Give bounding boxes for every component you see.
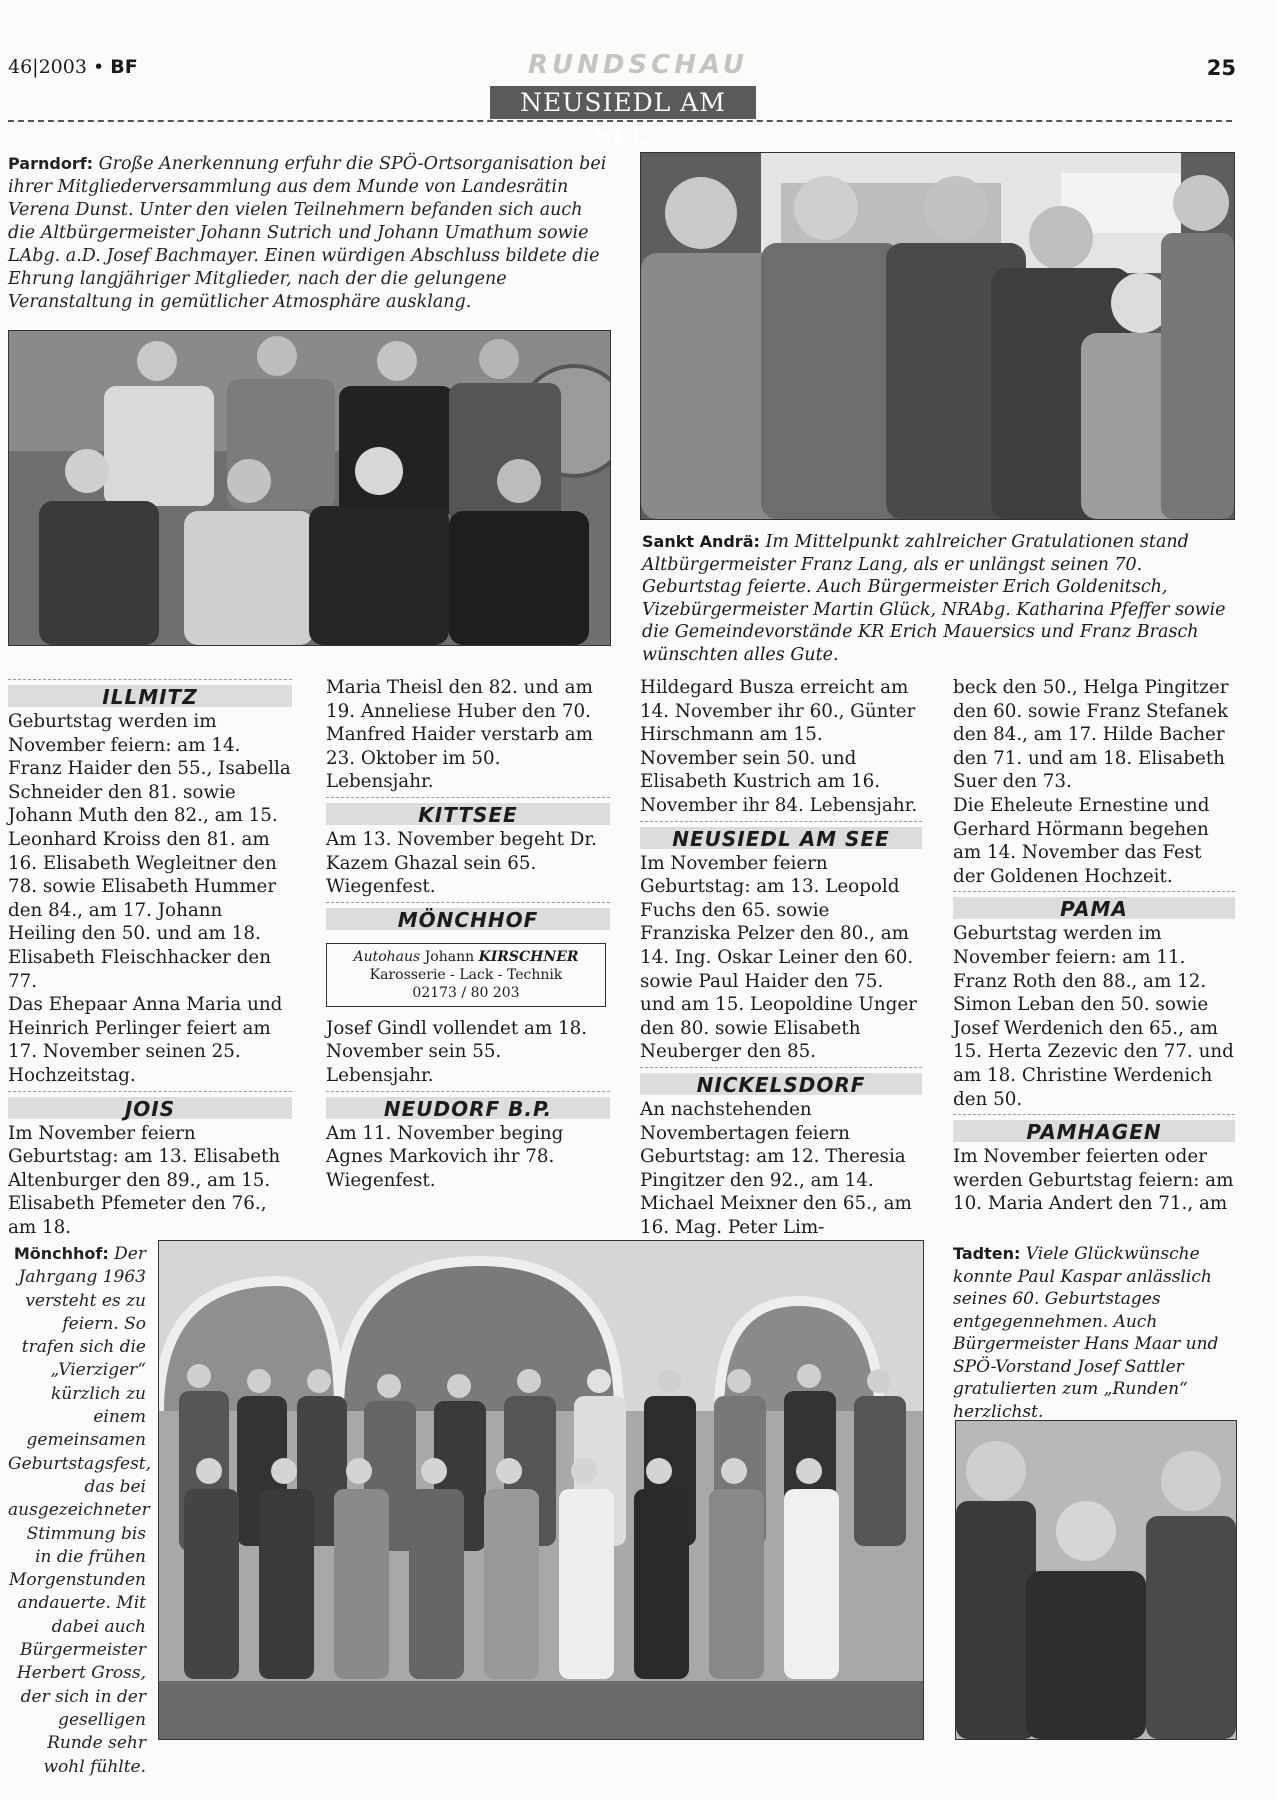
neusiedl-heading: NEUSIEDL AM SEE: [640, 818, 922, 852]
section-title: RUNDSCHAU: [527, 50, 749, 80]
header-divider: [8, 120, 1232, 122]
illmitz-heading: ILLMITZ: [8, 676, 292, 710]
autohaus-advertisement: [326, 943, 606, 1007]
moenchhof-group-photo: [158, 1240, 924, 1740]
goldene-hochzeit-text: Die Eheleute Ernestine und Gerhard Hörmann begehen am 14. November das Fest der Goldenen Hochzeit.: [953, 794, 1210, 887]
moenchhof-text: Josef Gindl vollendet am 18. November sein 55. Lebensjahr.: [326, 1017, 588, 1086]
column-4: [953, 676, 1235, 1216]
sankt-andrae-place: Sankt Andrä:: [642, 532, 760, 551]
moenchhof-caption-text: Der Jahrgang 1963 versteht es zu feiern. So trafen sich die „Vierziger“ kürzlich zu einem gemeinsamen Geburtstagsfest, das bei ausgezeichneter Stimmung bis in die frühen Morgenstunden andauerte. Mit dabei auch Bürgermeister Herbert Gross, der sich in der geselligen Runde sehr wohl fühlte.: [8, 1244, 152, 1777]
ad-phone: 02173 / 80 203: [412, 984, 520, 1001]
issue-bullet: •: [92, 56, 105, 78]
tadten-photo: [955, 1420, 1237, 1740]
neudorf-heading: NEUDORF B.P.: [326, 1088, 610, 1122]
publication-name: BF: [110, 56, 138, 78]
tadten-text: Viele Glückwünsche konnte Paul Kaspar anlässlich seines 60. Geburtstages entgegennehmen. Auch Bürgermeister Hans Maar und SPÖ-Vorstand Josef Sattler gratulierten zum „Runden“ herzlichst.: [953, 1244, 1219, 1422]
ad-services: Karosserie - Lack - Technik: [369, 966, 563, 983]
illmitz-text-2: Das Ehepaar Anna Maria und Heinrich Perlinger feiert am 17. November seinen 25. Hochzeitstag.: [8, 994, 283, 1086]
pamhagen-heading: PAMHAGEN: [953, 1111, 1235, 1145]
tadten-caption: [953, 1243, 1235, 1423]
nickelsdorf-text: An nachstehenden Novembertagen feiern Geburtstag: am 12. Theresia Pingitzer den 92., am 14. Michael Meixner den 65., am 16. Mag. Peter Lim-: [640, 1098, 912, 1238]
ad-autohaus: Autohaus: [353, 948, 421, 965]
parndorf-article: [8, 152, 608, 314]
neudorf-continued-text: Hildegard Busza erreicht am 14. November ihr 60., Günter Hirschmann am 15. November sein 50. und Elisabeth Kustrich am 16. November ihr 84. Lebensjahr.: [640, 677, 918, 816]
jois-continued-text: Maria Theisl den 82. und am 19. Anneliese Huber den 70. Manfred Haider verstarb am 23. Oktober im 50. Lebensjahr.: [326, 677, 593, 793]
parndorf-text: Große Anerkennung erfuhr die SPÖ-Ortsorganisation bei ihrer Mitgliederversammlung aus dem Munde von Landesrätin Verena Dunst. Unter den vielen Teilnehmern befanden sich auch die Altbürgermeister Johann Sutrich und Johann Umathum sowie LAbg. a.D. Josef Bachmayer. Einen würdigen Abschluss bildete die Ehrung langjähriger Mitglieder, nach der die gelungene Veranstaltung in gemütlicher Atmosphäre ausklang.: [8, 154, 607, 312]
jois-text: Im November feiern Geburtstag: am 13. Elisabeth Altenburger den 89., am 15. Elisabeth Pfemeter den 76., am 18.: [8, 1122, 281, 1238]
column-2: [326, 676, 610, 1192]
kittsee-text: Am 13. November begeht Dr. Kazem Ghazal sein 65. Wiegenfest.: [326, 828, 597, 898]
ad-johann: Johann: [424, 948, 475, 965]
page-number: 25: [1206, 56, 1236, 80]
pama-text: Geburtstag werden im November feiern: am 11. Franz Roth den 88., am 12. Simon Leban den 50. sowie Josef Werdenich den 65., am 15. Herta Zezevic den 77. und am 18. Christine Werdenich den 50.: [953, 923, 1234, 1110]
column-1: [8, 676, 292, 1239]
kittsee-heading: KITTSEE: [326, 794, 610, 828]
sankt-andrae-photo: [640, 152, 1235, 520]
sankt-andrae-text: Im Mittelpunkt zahlreicher Gratulationen stand Altbürgermeister Franz Lang, als er unlängst seinen 70. Geburtstag feierte. Auch Bürgermeister Erich Goldenitsch, Vizebürgermeister Martin Glück, NRAbg. Katharina Pfeffer sowie die Gemeindevorstände KR Erich Mauersics und Franz Brasch wünschten alles Gute.: [642, 532, 1226, 665]
pamhagen-text: Im November feierten oder werden Geburtstag feiern: am 10. Maria Andert den 71., am: [953, 1146, 1234, 1215]
nickelsdorf-heading: NICKELSDORF: [640, 1064, 922, 1098]
moenchhof-heading: MÖNCHHOF: [326, 899, 610, 933]
nickelsdorf-continued-text: beck den 50., Helga Pingitzer den 60. sowie Franz Stefanek den 84., am 17. Hilde Bacher den 71. und am 18. Elisabeth Suer den 73.: [953, 677, 1229, 793]
parndorf-photo: [8, 330, 611, 646]
illmitz-text: Geburtstag werden im November feiern: am 14. Franz Haider den 55., Isabella Schneider den 81. sowie Johann Muth den 82., am 15. Leonhard Kroiss den 81. am 16. Elisabeth Wegleitner den 78. sowie Elisabeth Hummer den 84., am 17. Johann Heiling den 50. und am 18. Elisabeth Fleischhacker den 77.: [8, 711, 291, 992]
region-banner: NEUSIEDL AM SEE: [490, 86, 756, 119]
moenchhof-caption: [8, 1242, 152, 1779]
column-3: [640, 676, 922, 1239]
sankt-andrae-caption: [642, 531, 1234, 666]
tadten-place: Tadten:: [953, 1244, 1021, 1263]
ad-kirschner: KIRSCHNER: [478, 948, 579, 965]
pama-heading: PAMA: [953, 888, 1235, 922]
moenchhof-place: Mönchhof:: [13, 1244, 109, 1263]
parndorf-place: Parndorf:: [8, 154, 94, 173]
issue-number: 46|2003: [8, 56, 87, 78]
jois-heading: JOIS: [8, 1088, 292, 1122]
neudorf-text: Am 11. November beging Agnes Markovich ihr 78. Wiegenfest.: [326, 1122, 564, 1191]
neusiedl-text: Im November feiern Geburtstag: am 13. Leopold Fuchs den 65. sowie Franziska Pelzer den 80., am 14. Ing. Oskar Leiner den 60. sowie Paul Haider den 75. und am 15. Leopoldine Unger den 80. sowie Elisabeth Neuberger den 85.: [640, 852, 917, 1063]
